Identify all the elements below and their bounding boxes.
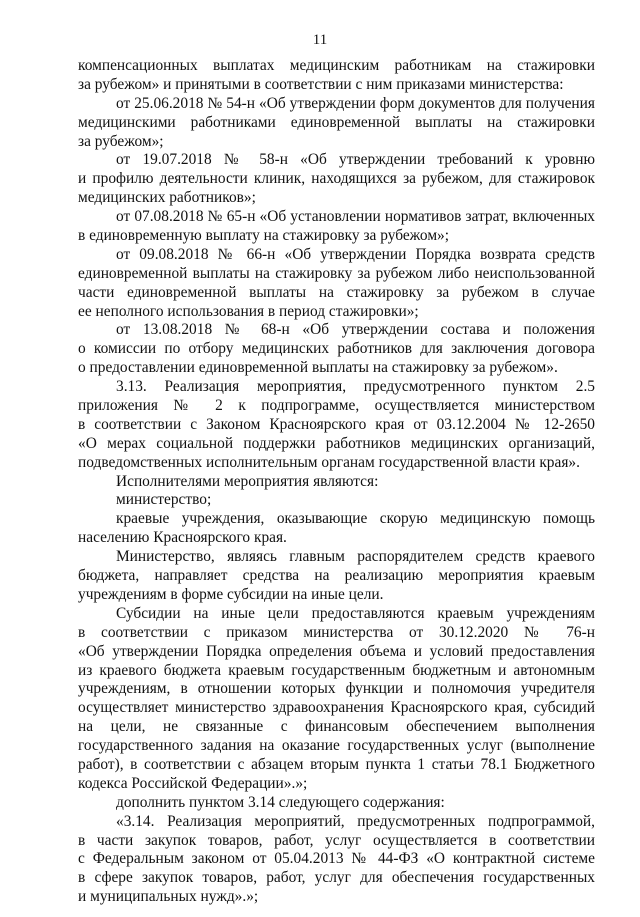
text-line: в сфере закупок товаров, работ, услуг для обеспечения государственных [78, 869, 595, 887]
text-line: в части закупок товаров, работ, услуг осуществляется в соответствии [78, 831, 595, 849]
text-line: «Об утверждении Порядка определения объема и условий предоставления [78, 642, 595, 660]
text-line: министерство; [116, 491, 212, 509]
text-line: за рубежом»; [78, 132, 164, 150]
text-line: от 09.08.2018 № 66-н «Об утверждении Порядка возврата средств [116, 245, 595, 263]
document-body [78, 57, 595, 907]
text-line: краевые учреждения, оказывающие скорую медицинскую помощь [116, 510, 595, 528]
text-line: с Федеральным законом от 05.04.2013 № 44-ФЗ «О контрактной системе [78, 850, 595, 868]
text-line: медицинскими работниками единовременной выплаты на стажировки [78, 113, 595, 131]
text-line: компенсационных выплатах медицинским работникам на стажировки [78, 57, 595, 74]
text-line: ее неполного использования в период стажировки»; [78, 302, 419, 320]
text-line: от 19.07.2018 № 58-н «Об утверждении требований к уровню [116, 151, 595, 169]
text-line: учреждениям, в отношении которых функции и полномочия учредителя [78, 680, 595, 698]
text-line: Министерство, являясь главным распорядителем средств краевого [116, 548, 595, 566]
text-line: кодекса Российской Федерации».»; [78, 774, 308, 792]
text-line: дополнить пунктом 3.14 следующего содержания: [116, 793, 445, 811]
text-line: 3.13. Реализация мероприятия, предусмотренного пунктом 2.5 [116, 378, 595, 396]
text-line: подведомственных исполнительным органам государственной власти края». [78, 453, 580, 471]
text-line: «3.14. Реализация мероприятий, предусмотренных подпрограммой, [116, 812, 595, 830]
text-line: населению Красноярского края. [78, 529, 287, 547]
text-line: Субсидии на иные цели предоставляются краевым учреждениям [116, 604, 595, 622]
page-number: 11 [312, 32, 328, 48]
text-line: и муниципальных нужд».»; [78, 888, 259, 906]
text-line: единовременной выплаты на стажировку за рубежом либо неиспользованной [78, 264, 595, 282]
text-line: от 25.06.2018 № 54-н «Об утверждении форм документов для получения [116, 94, 595, 112]
text-line: в соответствии с приказом министерства от 30.12.2020 № 76-н [78, 623, 595, 641]
text-line: в единовременную выплату на стажировку за рубежом»; [78, 227, 450, 245]
text-line: приложения № 2 к подпрограмме, осуществляется министерством [78, 397, 595, 415]
text-line: медицинских работников»; [78, 189, 256, 207]
text-line: от 13.08.2018 № 68-н «Об утверждении состава и положения [116, 321, 595, 339]
text-line: о комиссии по отбору медицинских работников для заключения договора [78, 340, 595, 358]
text-line: учреждениям в форме субсидии на иные цели. [78, 585, 384, 603]
text-line: государственного задания на оказание государственных услуг (выполнение [78, 737, 595, 755]
text-line: на цели, не связанные с финансовым обеспечением выполнения [78, 718, 595, 736]
text-line: Исполнителями мероприятия являются: [116, 472, 379, 490]
text-line: бюджета, направляет средства на реализацию мероприятия краевым [78, 567, 595, 585]
text-line: за рубежом» и принятыми в соответствии с ним приказами министерства: [78, 75, 564, 93]
text-line: «О мерах социальной поддержки работников медицинских организаций, [78, 434, 595, 452]
text-line: из краевого бюджета краевым государственным бюджетным и автономным [78, 661, 595, 679]
text-line: в соответствии с Законом Красноярского края от 03.12.2004 № 12-2650 [78, 415, 595, 433]
text-line: части единовременной выплаты на стажировку за рубежом в случае [78, 283, 595, 301]
text-line: осуществляет министерство здравоохранения Красноярского края, субсидий [78, 699, 595, 717]
text-line: и профилю деятельности клиник, находящихся за рубежом, для стажировок [78, 170, 595, 188]
text-line: работ), в соответствии с абзацем вторым пункта 1 статьи 78.1 Бюджетного [78, 755, 595, 773]
text-line: от 07.08.2018 № 65-н «Об установлении нормативов затрат, включенных [116, 208, 595, 226]
text-line: о предоставлении единовременной выплаты на стажировку за рубежом». [78, 359, 558, 377]
